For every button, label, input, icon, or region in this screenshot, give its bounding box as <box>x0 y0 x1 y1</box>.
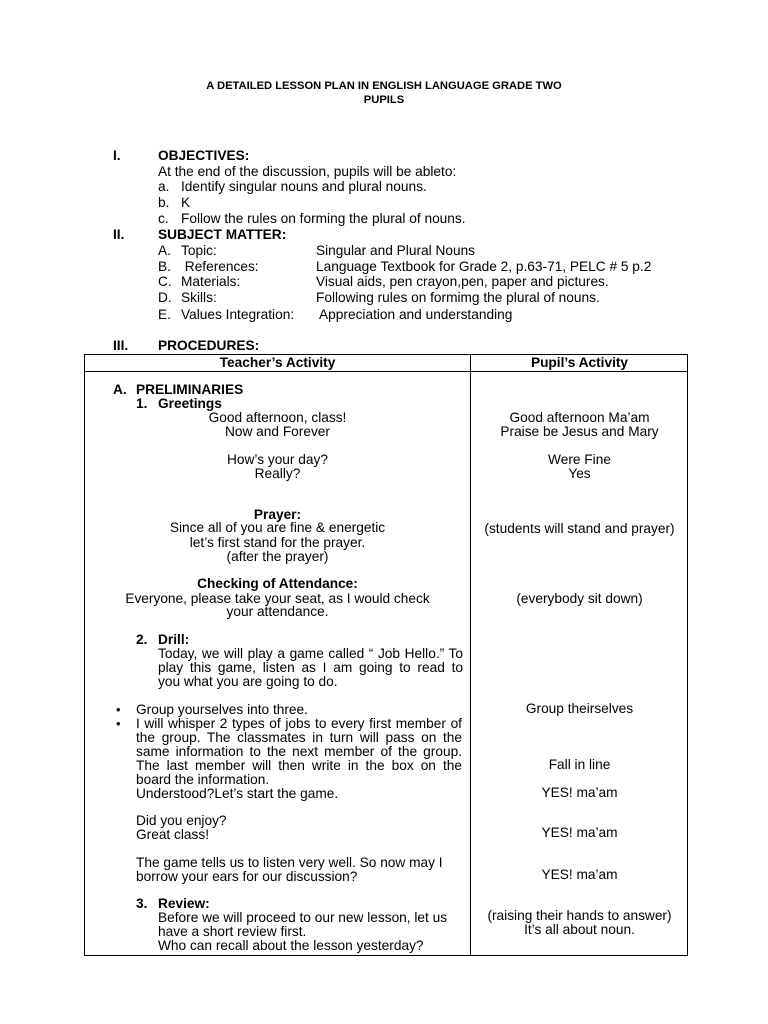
teacher-line: you what you are going to do. <box>158 674 338 689</box>
preliminaries-heading: PRELIMINARIES <box>136 382 244 397</box>
table-header-teacher: Teacher’s Activity <box>219 355 336 370</box>
attendance-heading: Checking of Attendance: <box>197 576 358 591</box>
subject-item-value: Visual aids, pen crayon,pen, paper and pictures. <box>316 274 609 289</box>
bullet-marker <box>116 717 121 731</box>
bullet-item-line: board the information. <box>136 772 270 787</box>
teacher-line: play this game, listen as I am going to read to <box>158 660 463 675</box>
subject-item-letter: C. <box>158 274 172 289</box>
drill-number: 2. <box>136 632 148 647</box>
review-heading: Review: <box>158 896 210 911</box>
section-heading-procedures: PROCEDURES: <box>158 338 260 353</box>
objectives-intro: At the end of the discussion, pupils will be ableto: <box>158 164 457 179</box>
pupil-line: (students will stand and prayer) <box>484 521 675 536</box>
document-subtitle: PUPILS <box>363 94 405 106</box>
subject-item-value: Following rules on formimg the plural of nouns. <box>316 290 600 305</box>
objective-item-text: Identify singular nouns and plural nouns. <box>181 179 427 194</box>
subject-item-letter: B. <box>158 259 171 274</box>
bullet-item-line: Group yourselves into three. <box>136 702 308 717</box>
section-heading-subject-matter: SUBJECT MATTER: <box>158 227 287 242</box>
prayer-heading: Prayer: <box>253 507 302 522</box>
bullet-item-line: the group. The classmates in turn will pass on the <box>136 730 462 745</box>
teacher-line: let’s first stand for the prayer. <box>189 535 366 550</box>
teacher-line: (after the prayer) <box>226 549 329 564</box>
teacher-line: Who can recall about the lesson yesterday? <box>158 938 424 953</box>
teacher-line: Since all of you are fine & energetic <box>169 520 386 535</box>
pupil-line: Yes <box>568 466 591 481</box>
pupil-line: Were Fine <box>548 452 611 467</box>
objective-item-letter: c. <box>158 211 169 226</box>
section-numeral: III. <box>113 338 129 353</box>
section-numeral: I. <box>113 148 121 163</box>
subject-item-value: Appreciation and understanding <box>316 307 513 322</box>
pupil-line: Good afternoon Ma’am <box>509 410 650 425</box>
objective-item-letter: a. <box>158 179 170 194</box>
teacher-line: Great class! <box>136 827 210 842</box>
drill-heading: Drill: <box>158 632 190 647</box>
subject-item-label: Materials: <box>181 274 241 289</box>
teacher-line: have a short review first. <box>158 924 307 939</box>
teacher-line: How’s your day? <box>227 452 328 467</box>
subject-item-letter: E. <box>158 307 171 322</box>
pupil-line: YES! ma’am <box>541 867 618 882</box>
teacher-line: Before we will proceed to our new lesson, let us <box>158 910 448 925</box>
pupil-line: It’s all about noun. <box>524 922 635 937</box>
bullet-marker <box>116 703 121 717</box>
teacher-line: Really? <box>254 466 301 481</box>
subject-item-value: Language Textbook for Grade 2, p.63-71, PELC # 5 p.2 <box>316 259 652 274</box>
teacher-line: your attendance. <box>226 604 329 619</box>
objective-item-text: K <box>181 195 191 210</box>
pupil-line: (everybody sit down) <box>516 591 643 606</box>
teacher-line: Everyone, please take your seat, as I would check <box>125 591 430 606</box>
bullet-item-line: same information to the next member of the group. <box>136 744 462 759</box>
subject-item-letter: A. <box>158 243 171 258</box>
table-header-pupil: Pupil’s Activity <box>530 355 629 370</box>
pupil-line: YES! ma’am <box>541 825 618 840</box>
teacher-line: Did you enjoy? <box>136 813 227 828</box>
subject-item-label: Topic: <box>181 243 217 258</box>
subject-item-label: Skills: <box>181 290 217 305</box>
column-divider <box>470 354 471 956</box>
teacher-line: Now and Forever <box>225 424 330 439</box>
teacher-line: borrow your ears for our discussion? <box>136 869 358 884</box>
bullet-item-line: I will whisper 2 types of jobs to every first member of <box>136 716 462 731</box>
teacher-line: The game tells us to listen very well. So now may I <box>136 855 443 870</box>
bullet-item-line: The last member will then write in the box on the <box>136 758 462 773</box>
section-heading-objectives: OBJECTIVES: <box>158 148 250 163</box>
teacher-line: Today, we will play a game called “ Job Hello.” To <box>158 646 463 661</box>
pupil-line: YES! ma’am <box>541 785 618 800</box>
teacher-line: Good afternoon, class! <box>208 410 347 425</box>
greetings-number: 1. <box>136 396 148 411</box>
review-number: 3. <box>136 896 148 911</box>
objective-item-letter: b. <box>158 195 170 210</box>
pupil-line: Group theirselves <box>525 701 634 716</box>
pupil-line: Fall in line <box>548 757 611 772</box>
teacher-line: Understood?Let’s start the game. <box>136 786 339 801</box>
objective-item-text: Follow the rules on forming the plural of nouns. <box>181 211 466 226</box>
subject-item-letter: D. <box>158 290 172 305</box>
subject-item-label: Values Integration: <box>181 307 295 322</box>
pupil-line: Praise be Jesus and Mary <box>500 424 659 439</box>
preliminaries-letter: A. <box>113 382 127 397</box>
section-numeral: II. <box>113 227 125 242</box>
pupil-line: (raising their hands to answer) <box>487 908 672 923</box>
subject-item-label: References: <box>181 259 259 274</box>
document-title: A DETAILED LESSON PLAN IN ENGLISH LANGUAGE GRADE TWO <box>206 80 562 92</box>
subject-item-value: Singular and Plural Nouns <box>316 243 476 258</box>
greetings-heading: Greetings <box>158 396 222 411</box>
header-divider <box>84 371 688 372</box>
